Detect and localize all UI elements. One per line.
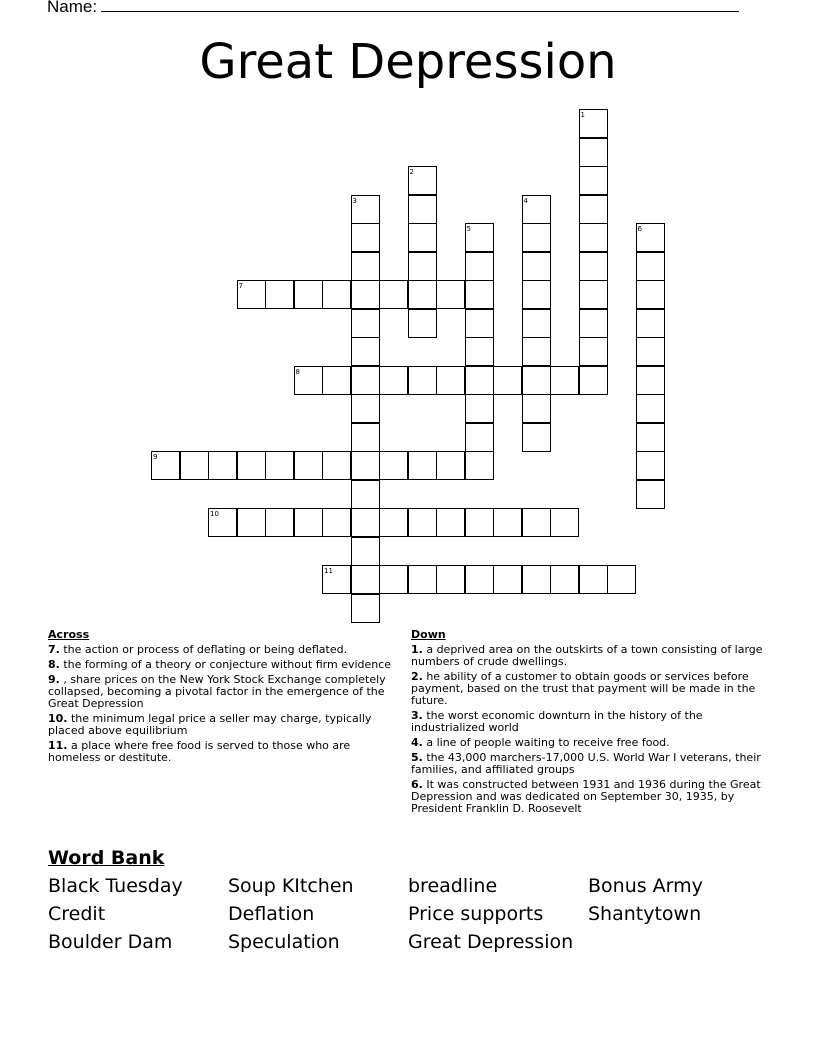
grid-cell[interactable] <box>351 537 380 566</box>
clue-number-label: 10. <box>48 712 68 725</box>
grid-cell[interactable] <box>408 252 437 281</box>
clue-text: a line of people waiting to receive free food. <box>422 736 670 749</box>
grid-cell[interactable] <box>579 252 608 281</box>
clue-text: a deprived area on the outskirts of a town consisting of large numbers of crude dwellings. <box>411 643 763 668</box>
grid-cell[interactable] <box>607 565 636 594</box>
grid-cell[interactable] <box>351 594 380 623</box>
grid-cell[interactable] <box>436 366 465 395</box>
grid-cell[interactable] <box>436 565 465 594</box>
grid-cell[interactable] <box>208 451 237 480</box>
grid-cell[interactable] <box>351 280 380 309</box>
grid-cell[interactable] <box>493 565 522 594</box>
grid-cell[interactable] <box>465 394 494 423</box>
word-bank-item: breadline <box>408 875 498 897</box>
grid-cell[interactable] <box>465 423 494 452</box>
clue-text: the minimum legal price a seller may charge, typically placed above equilibrium <box>48 712 372 737</box>
grid-cell[interactable] <box>579 280 608 309</box>
word-bank-item: Boulder Dam <box>48 931 173 953</box>
clue-number-label: 5. <box>411 751 423 764</box>
grid-cell[interactable] <box>322 451 351 480</box>
grid-cell[interactable] <box>351 366 380 395</box>
grid-cell[interactable] <box>636 451 665 480</box>
grid-cell[interactable] <box>237 451 266 480</box>
page-title: Great Depression <box>199 34 617 90</box>
word-bank-item: Great Depression <box>408 931 574 953</box>
clue-number-label: 6. <box>411 778 423 791</box>
grid-cell[interactable] <box>636 423 665 452</box>
word-bank-item: Price supports <box>408 903 544 925</box>
grid-cell[interactable] <box>579 565 608 594</box>
down-clue <box>411 710 773 734</box>
clue-text: the forming of a theory or conjecture without firm evidence <box>59 658 392 671</box>
clue-number: 11 <box>324 567 333 575</box>
grid-cell[interactable] <box>579 366 608 395</box>
clue-text: a place where free food is served to those who are homeless or destitute. <box>48 739 351 764</box>
clue-number: 10 <box>210 510 219 518</box>
grid-cell[interactable] <box>465 252 494 281</box>
grid-cell[interactable] <box>550 508 579 537</box>
across-clue <box>48 713 393 737</box>
grid-cell[interactable] <box>379 280 408 309</box>
grid-cell[interactable] <box>522 508 551 537</box>
word-bank-title: Word Bank <box>48 847 165 869</box>
grid-cell[interactable] <box>322 508 351 537</box>
clue-text: the worst economic downturn in the history of the industrialized world <box>411 709 703 734</box>
grid-cell[interactable] <box>351 252 380 281</box>
grid-cell[interactable] <box>465 565 494 594</box>
across-heading: Across <box>48 628 90 641</box>
grid-cell[interactable] <box>636 394 665 423</box>
across-clue <box>48 740 393 764</box>
grid-cell[interactable] <box>436 280 465 309</box>
grid-cell[interactable] <box>237 508 266 537</box>
down-clues <box>411 629 773 818</box>
grid-cell[interactable] <box>436 508 465 537</box>
grid-cell[interactable] <box>351 309 380 338</box>
grid-cell[interactable] <box>579 337 608 366</box>
clue-text: the 43,000 marchers-17,000 U.S. World War I veterans, their families, and affiliated groups <box>411 751 761 776</box>
grid-cell[interactable] <box>465 451 494 480</box>
clue-number: 1 <box>580 111 585 119</box>
clue-number-label: 11. <box>48 739 68 752</box>
grid-cell[interactable] <box>265 280 294 309</box>
name-field <box>47 0 739 17</box>
clue-number-label: 8. <box>48 658 60 671</box>
grid-cell[interactable] <box>522 366 551 395</box>
grid-cell[interactable] <box>322 280 351 309</box>
grid-cell[interactable] <box>465 309 494 338</box>
grid-cell[interactable] <box>408 366 437 395</box>
down-clue <box>411 671 773 707</box>
grid-cell[interactable] <box>322 366 351 395</box>
grid-cell[interactable] <box>522 223 551 252</box>
grid-cell[interactable] <box>550 366 579 395</box>
grid-cell[interactable] <box>351 565 380 594</box>
grid-cell[interactable] <box>408 309 437 338</box>
grid-cell[interactable] <box>579 223 608 252</box>
word-bank-item: Credit <box>48 903 106 925</box>
grid-cell[interactable] <box>351 508 380 537</box>
clue-text: he ability of a customer to obtain goods or services before payment, based on the trust that payment will be made in the future. <box>411 670 756 707</box>
grid-cell[interactable] <box>636 366 665 395</box>
grid-cell[interactable] <box>379 366 408 395</box>
name-blank-line <box>101 0 739 12</box>
grid-cell[interactable] <box>351 423 380 452</box>
grid-cell[interactable] <box>408 195 437 224</box>
grid-cell[interactable] <box>351 480 380 509</box>
word-bank-item: Shantytown <box>588 903 702 925</box>
clue-number-label: 3. <box>411 709 423 722</box>
clue-text: It was constructed between 1931 and 1936 during the Great Depression and was dedicated on September 30, 1935, by President Franklin D. Roosevelt <box>411 778 761 815</box>
clue-text: , share prices on the New York Stock Exchange completely collapsed, becoming a pivotal factor in the emergence of the Great Depression <box>48 673 386 710</box>
across-clue <box>48 659 393 671</box>
grid-cell[interactable] <box>550 565 579 594</box>
grid-cell[interactable] <box>379 451 408 480</box>
grid-cell[interactable] <box>522 565 551 594</box>
clue-number: 2 <box>409 168 414 176</box>
grid-cell[interactable] <box>636 252 665 281</box>
clue-number: 6 <box>637 225 642 233</box>
grid-cell[interactable] <box>579 195 608 224</box>
grid-cell[interactable] <box>351 451 380 480</box>
across-clue <box>48 644 393 656</box>
grid-cell[interactable] <box>294 451 323 480</box>
grid-cell[interactable] <box>636 280 665 309</box>
grid-cell[interactable] <box>351 337 380 366</box>
grid-cell[interactable] <box>379 508 408 537</box>
grid-cell[interactable] <box>408 451 437 480</box>
down-clue <box>411 779 773 815</box>
grid-cell[interactable] <box>465 508 494 537</box>
word-bank-item: Soup KItchen <box>228 875 354 897</box>
clue-text: the action or process of deflating or being deflated. <box>59 643 348 656</box>
grid-cell[interactable] <box>493 508 522 537</box>
grid-cell[interactable] <box>522 309 551 338</box>
grid-cell[interactable] <box>522 394 551 423</box>
across-clues <box>48 629 393 767</box>
clue-number: 5 <box>466 225 471 233</box>
grid-cell[interactable] <box>351 223 380 252</box>
down-clue <box>411 752 773 776</box>
grid-cell[interactable] <box>522 337 551 366</box>
grid-cell[interactable] <box>522 252 551 281</box>
grid-cell[interactable] <box>294 280 323 309</box>
clue-number-label: 1. <box>411 643 423 656</box>
grid-cell[interactable] <box>465 366 494 395</box>
grid-cell[interactable] <box>579 166 608 195</box>
word-bank-item: Bonus Army <box>588 875 703 897</box>
name-label: Name: <box>47 0 98 16</box>
clue-number-label: 4. <box>411 736 423 749</box>
grid-cell[interactable] <box>493 366 522 395</box>
grid-cell[interactable] <box>408 280 437 309</box>
grid-cell[interactable] <box>180 451 209 480</box>
grid-cell[interactable] <box>465 280 494 309</box>
grid-cell[interactable] <box>408 508 437 537</box>
grid-cell[interactable] <box>265 508 294 537</box>
clue-number: 3 <box>352 196 357 205</box>
clue-number: 4 <box>523 196 528 205</box>
down-clue <box>411 644 773 668</box>
grid-cell[interactable] <box>522 280 551 309</box>
clue-number-label: 7. <box>48 643 60 656</box>
grid-cell[interactable] <box>636 309 665 338</box>
word-bank-item: Black Tuesday <box>48 875 183 897</box>
grid-cell[interactable] <box>636 480 665 509</box>
clue-number: 9 <box>153 453 158 461</box>
grid-cell[interactable] <box>636 337 665 366</box>
clue-number: 8 <box>295 367 300 376</box>
grid-cell[interactable] <box>579 138 608 167</box>
grid-cell[interactable] <box>351 394 380 423</box>
grid-cell[interactable] <box>294 508 323 537</box>
word-bank-item: Speculation <box>228 931 340 953</box>
grid-cell[interactable] <box>522 423 551 452</box>
grid-cell[interactable] <box>436 451 465 480</box>
clue-number-label: 2. <box>411 670 423 683</box>
down-clue <box>411 737 773 749</box>
grid-cell[interactable] <box>379 565 408 594</box>
grid-cell[interactable] <box>579 309 608 338</box>
down-heading: Down <box>411 628 446 641</box>
grid-cell[interactable] <box>465 337 494 366</box>
grid-cell[interactable] <box>408 223 437 252</box>
grid-cell[interactable] <box>265 451 294 480</box>
clue-number: 7 <box>238 282 243 290</box>
across-clue <box>48 674 393 710</box>
clue-number-label: 9. <box>48 673 60 686</box>
grid-cell[interactable] <box>408 565 437 594</box>
word-bank-item: Deflation <box>228 903 315 925</box>
